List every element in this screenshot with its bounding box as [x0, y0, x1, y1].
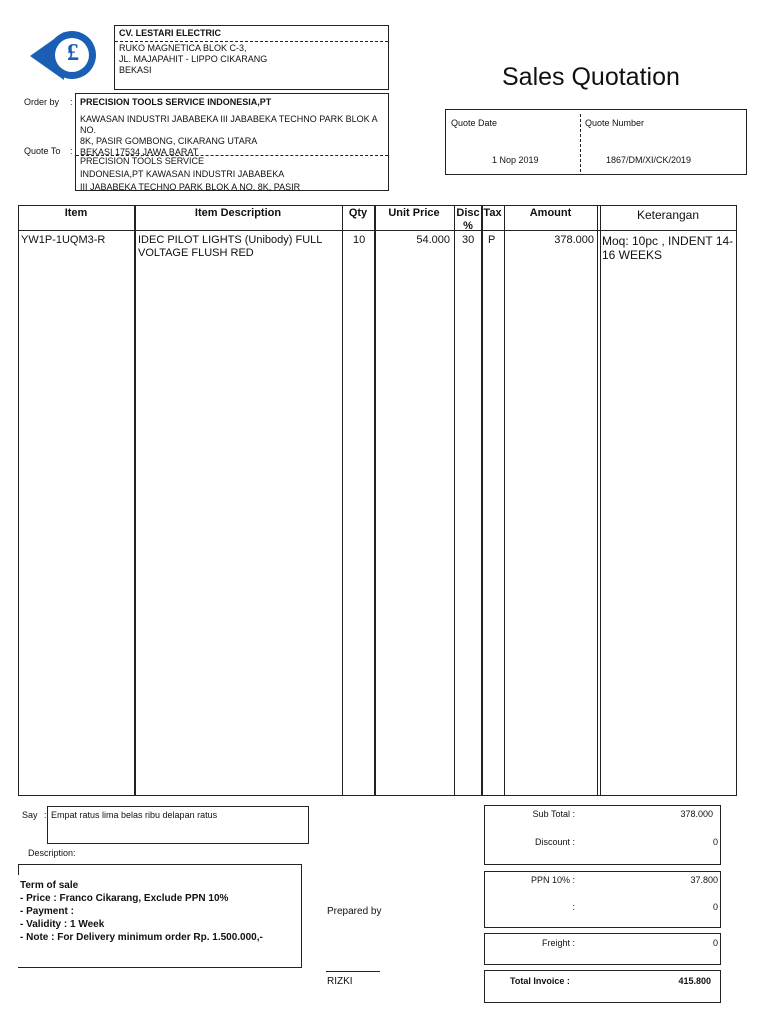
other-value: 0	[712, 902, 718, 912]
order-by-name: PRECISION TOOLS SERVICE INDONESIA,PT	[80, 97, 272, 107]
quote-to-line-3: III JABABEKA TECHNO PARK BLOK A NO. 8K, PASIR	[80, 182, 301, 192]
discount-value: 0	[712, 837, 718, 847]
header-amount: Amount	[529, 207, 572, 219]
header-tax: Tax	[483, 207, 502, 219]
quote-date-value: 1 Nop 2019	[492, 155, 539, 165]
company-box	[114, 25, 389, 90]
table-bottom-border	[18, 795, 737, 796]
cell-disc: 30	[462, 234, 475, 246]
header-description: Item Description	[194, 207, 282, 219]
subtotal-box	[484, 805, 721, 865]
quote-info-divider	[580, 114, 581, 172]
description-label: Description:	[28, 848, 76, 858]
discount-label: Discount :	[534, 837, 575, 847]
other-label: :	[572, 902, 575, 912]
total-value: 415.800	[678, 976, 711, 986]
cell-amount: 378.000	[554, 234, 594, 246]
col-line	[481, 205, 483, 795]
order-by-colon: :	[70, 97, 73, 107]
order-by-address-3: BEKASI 17534 JAWA BARAT	[76, 147, 388, 156]
signature-line	[326, 971, 380, 972]
quote-number-label: Quote Number	[585, 118, 645, 128]
order-by-address-2: 8K, PASIR GOMBONG, CIKARANG UTARA	[80, 136, 258, 146]
quote-to-line-1: PRECISION TOOLS SERVICE	[80, 156, 205, 166]
quote-to-line-2: INDONESIA,PT KAWASAN INDUSTRI JABABEKA	[80, 169, 285, 179]
order-by-address-1: KAWASAN INDUSTRI JABABEKA III JABABEKA TECHNO PARK BLOK A NO.	[80, 114, 378, 135]
terms-line: - Note : For Delivery minimum order Rp. 1.500.000,-	[20, 932, 263, 943]
say-label: Say	[22, 810, 38, 820]
col-line	[342, 205, 343, 795]
terms-line: - Validity : 1 Week	[20, 919, 105, 930]
cell-keterangan: Moq: 10pc , INDENT 14-16 WEEKS	[602, 234, 734, 262]
col-line	[600, 205, 601, 795]
total-label: Total Invoice :	[510, 976, 570, 986]
terms-box-corner	[18, 865, 19, 875]
terms-box	[18, 864, 302, 968]
company-address-2: JL. MAJAPAHIT - LIPPO CIKARANG	[119, 54, 268, 64]
col-line	[597, 205, 598, 795]
company-address-3: BEKASI	[119, 65, 152, 75]
cell-unit-price: 54.000	[416, 234, 450, 246]
total-box	[484, 970, 721, 1003]
company-address-1: RUKO MAGNETICA BLOK C-3,	[119, 43, 247, 53]
quote-number-value: 1867/DM/XI/CK/2019	[606, 155, 692, 165]
subtotal-label: Sub Total :	[532, 809, 575, 819]
col-line	[134, 205, 136, 795]
table-header-border	[18, 230, 737, 231]
subtotal-value: 378.000	[680, 809, 713, 819]
terms-line: - Price : Franco Cikarang, Exclude PPN 10%	[20, 893, 229, 904]
col-line	[18, 205, 19, 795]
company-logo	[26, 26, 102, 82]
header-item: Item	[64, 207, 88, 219]
quote-date-label: Quote Date	[451, 118, 498, 128]
cell-item: YW1P-1UQM3-R	[21, 234, 106, 246]
customer-box	[75, 93, 389, 191]
say-value: Empat ratus lima belas ribu delapan ratus	[51, 810, 218, 820]
ppn-label: PPN 10% :	[530, 875, 575, 885]
order-by-label: Order by	[24, 97, 60, 107]
header-keterangan: Keterangan	[636, 208, 700, 222]
tax-box	[484, 871, 721, 928]
col-line	[374, 205, 376, 795]
col-line	[454, 205, 455, 795]
freight-value: 0	[712, 938, 718, 948]
quote-info-box	[445, 109, 747, 175]
header-disc: Disc %	[456, 207, 480, 229]
logo-symbol: £	[67, 40, 79, 66]
say-colon: :	[44, 810, 47, 820]
cell-tax: P	[488, 234, 496, 246]
col-line	[736, 205, 737, 795]
header-qty: Qty	[348, 207, 368, 219]
col-line	[504, 205, 505, 795]
quote-to-label: Quote To	[24, 146, 61, 156]
quote-to-colon: :	[70, 146, 73, 156]
ppn-value: 37.800	[690, 875, 718, 885]
terms-line: - Payment :	[20, 906, 74, 917]
cell-description: IDEC PILOT LIGHTS (Unibody) FULL VOLTAGE FLUSH RED	[138, 234, 322, 259]
header-unit-price: Unit Price	[388, 207, 440, 219]
cell-qty: 10	[353, 234, 366, 246]
prepared-by-label: Prepared by	[327, 906, 382, 917]
freight-label: Freight :	[541, 938, 575, 948]
table-top-border	[18, 205, 737, 206]
prepared-by-name: RIZKI	[327, 976, 353, 987]
document-title: Sales Quotation	[502, 63, 680, 91]
terms-title: Term of sale	[20, 880, 79, 891]
freight-box	[484, 933, 721, 965]
say-box	[47, 806, 309, 844]
company-name: CV. LESTARI ELECTRIC	[115, 26, 388, 42]
